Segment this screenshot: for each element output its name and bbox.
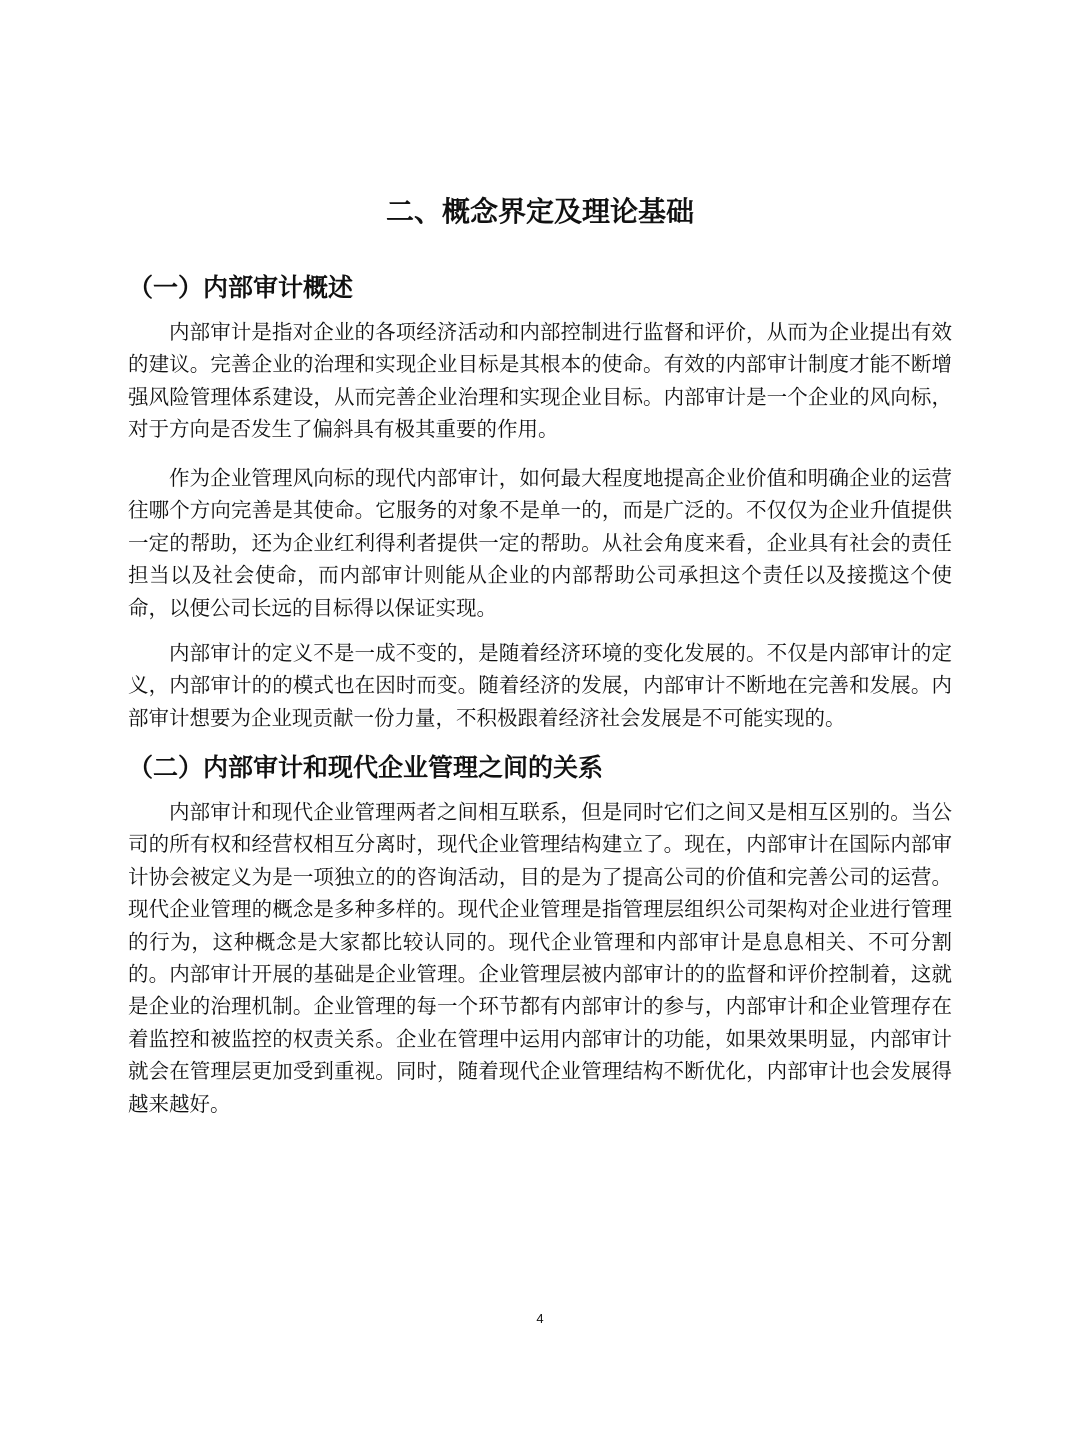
paragraph-1-3: 内部审计的定义不是一成不变的，是随着经济环境的变化发展的。不仅是内部审计的定义，内部审计的的模式也在因时而变。随着经济的发展，内部审计不断地在完善和发展。内部审计想要为企业现贡献一份力量，不积极跟着经济社会发展是不可能实现的。	[128, 641, 952, 730]
section-heading-1: （一）内部审计概述	[128, 273, 354, 302]
paragraph-2-1: 内部审计和现代企业管理两者之间相互联系，但是同时它们之间又是相互区别的。当公司的所有权和经营权相互分离时，现代企业管理结构建立了。现在，内部审计在国际内部审计协会被定义为是一项独立的的咨询活动，目的是为了提高公司的价值和完善公司的运营。现代企业管理的概念是多种多样的。现代企业管理是指管理层组织公司架构对企业进行管理的行为，这种概念是大家都比较认同的。现代企业管理和内部审计是息息相关、不可分割的。内部审计开展的基础是企业管理。企业管理层被内部审计的的监督和评价控制着，这就是企业的治理机制。企业管理的每一个环节都有内部审计的参与，内部审计和企业管理存在着监控和被监控的权责关系。企业在管理中运用内部审计的功能，如果效果明显，内部审计就会在管理层更加受到重视。同时，随着现代企业管理结构不断优化，内部审计也会发展得越来越好。	[128, 800, 952, 1116]
section-heading-2: （二）内部审计和现代企业管理之间的关系	[128, 753, 604, 782]
page-number: 4	[536, 1311, 544, 1326]
paragraph-1-1: 内部审计是指对企业的各项经济活动和内部控制进行监督和评价，从而为企业提出有效的建议。完善企业的治理和实现企业目标是其根本的使命。有效的内部审计制度才能不断增强风险管理体系建设，从而完善企业治理和实现企业目标。内部审计是一个企业的风向标，对于方向是否发生了偏斜具有极其重要的作用。	[128, 320, 952, 442]
chapter-title: 二、概念界定及理论基础	[385, 195, 694, 228]
paragraph-1-2: 作为企业管理风向标的现代内部审计，如何最大程度地提高企业价值和明确企业的运营往哪个方向完善是其使命。它服务的对象不是单一的，而是广泛的。不仅仅为企业升值提供一定的帮助，还为企业红利得利者提供一定的帮助。从社会角度来看，企业具有社会的责任担当以及社会使命，而内部审计则能从企业的内部帮助公司承担这个责任以及接揽这个使命，以便公司长远的目标得以保证实现。	[128, 466, 952, 620]
